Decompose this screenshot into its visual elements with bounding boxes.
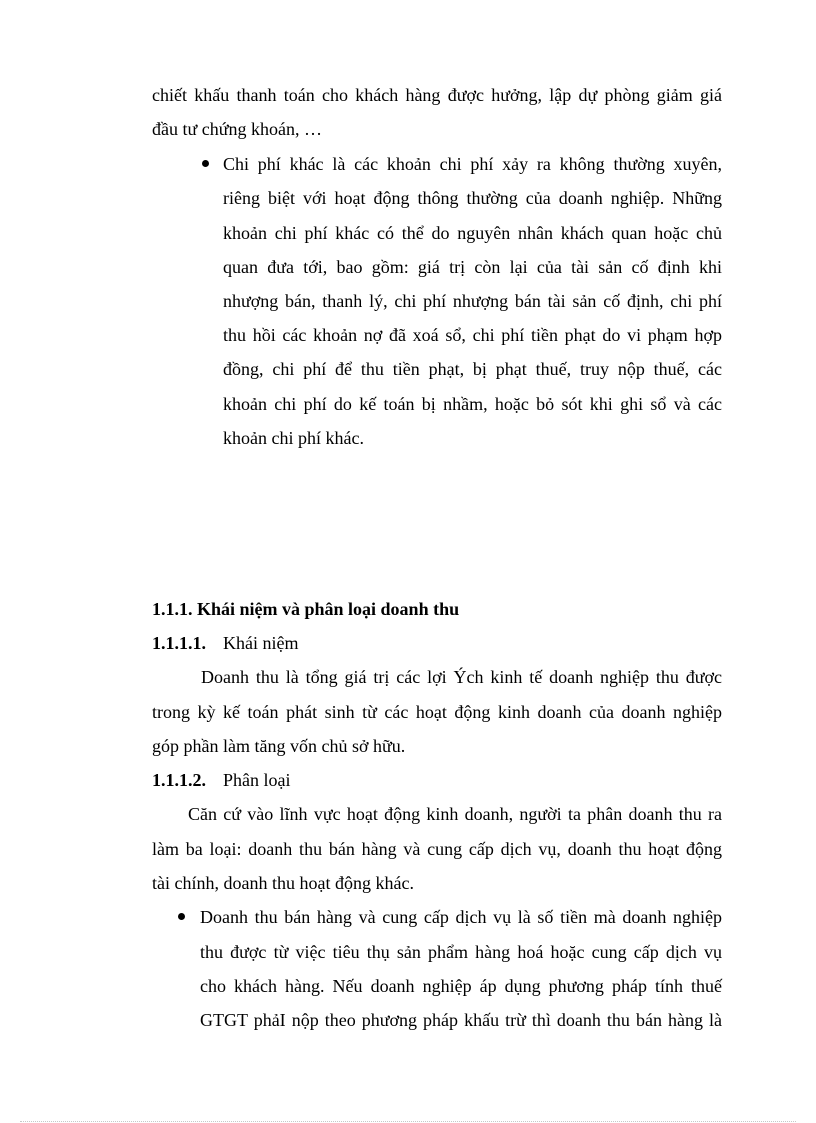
paragraph-line: tài chính, doanh thu hoạt động khác. [152, 873, 414, 893]
bullet-line: khoản chi phí do kế toán bị nhầm, hoặc bỏ sót khi ghi sổ và các [223, 394, 722, 414]
paragraph-line: góp phần làm tăng vốn chủ sở hữu. [152, 736, 406, 756]
paragraph-line: đầu tư chứng khoán, … [152, 119, 322, 139]
bullet-line: nhượng bán, thanh lý, chi phí nhượng bán tài sản cố định, chi phí [223, 291, 722, 311]
bullet-icon [202, 160, 209, 167]
subsection-title: Phân loại [223, 770, 291, 790]
subsection-number: 1.1.1.1. [152, 633, 206, 653]
bullet-icon [178, 913, 185, 920]
bullet-line: riêng biệt với hoạt động thông thường của doanh nghiệp. Những [223, 188, 722, 208]
page-bottom-rule [20, 1121, 796, 1122]
subsection-heading [152, 768, 291, 792]
bullet-line: khoản chi phí khác có thể do nguyên nhân khách quan hoặc chủ [223, 223, 722, 243]
bullet-line: thu được từ việc tiêu thụ sản phẩm hàng hoá hoặc cung cấp dịch vụ [200, 942, 722, 962]
paragraph-line: chiết khấu thanh toán cho khách hàng được hưởng, lập dự phòng giảm giá [152, 85, 722, 105]
bullet-line: đồng, chi phí để thu tiền phạt, bị phạt thuế, truy nộp thuế, các [223, 359, 722, 379]
bullet-line: khoản chi phí khác. [223, 428, 364, 448]
bullet-line: GTGT phảI nộp theo phương pháp khấu trừ thì doanh thu bán hàng là [200, 1010, 722, 1030]
subsection-title: Khái niệm [223, 633, 299, 653]
paragraph-line: Căn cứ vào lĩnh vực hoạt động kinh doanh, người ta phân doanh thu ra [188, 804, 722, 824]
paragraph-line: Doanh thu là tổng giá trị các lợi Ých kinh tế doanh nghiệp thu được [201, 667, 722, 687]
bullet-line: quan đưa tới, bao gồm: giá trị còn lại của tài sản cố định khi [223, 257, 722, 277]
section-heading: 1.1.1. Khái niệm và phân loại doanh thu [152, 599, 460, 619]
bullet-line: thu hồi các khoản nợ đã xoá sổ, chi phí tiền phạt do vi phạm hợp [223, 325, 722, 345]
bullet-line: cho khách hàng. Nếu doanh nghiệp áp dụng phương pháp tính thuế [200, 976, 722, 996]
bullet-line: Chi phí khác là các khoản chi phí xảy ra không thường xuyên, [223, 154, 722, 174]
bullet-line: Doanh thu bán hàng và cung cấp dịch vụ là số tiền mà doanh nghiệp [200, 907, 722, 927]
paragraph-line: làm ba loại: doanh thu bán hàng và cung cấp dịch vụ, doanh thu hoạt động [152, 839, 722, 859]
paragraph-line: trong kỳ kế toán phát sinh từ các hoạt động kinh doanh của doanh nghiệp [152, 702, 722, 722]
subsection-number: 1.1.1.2. [152, 770, 206, 790]
subsection-heading [152, 631, 298, 655]
